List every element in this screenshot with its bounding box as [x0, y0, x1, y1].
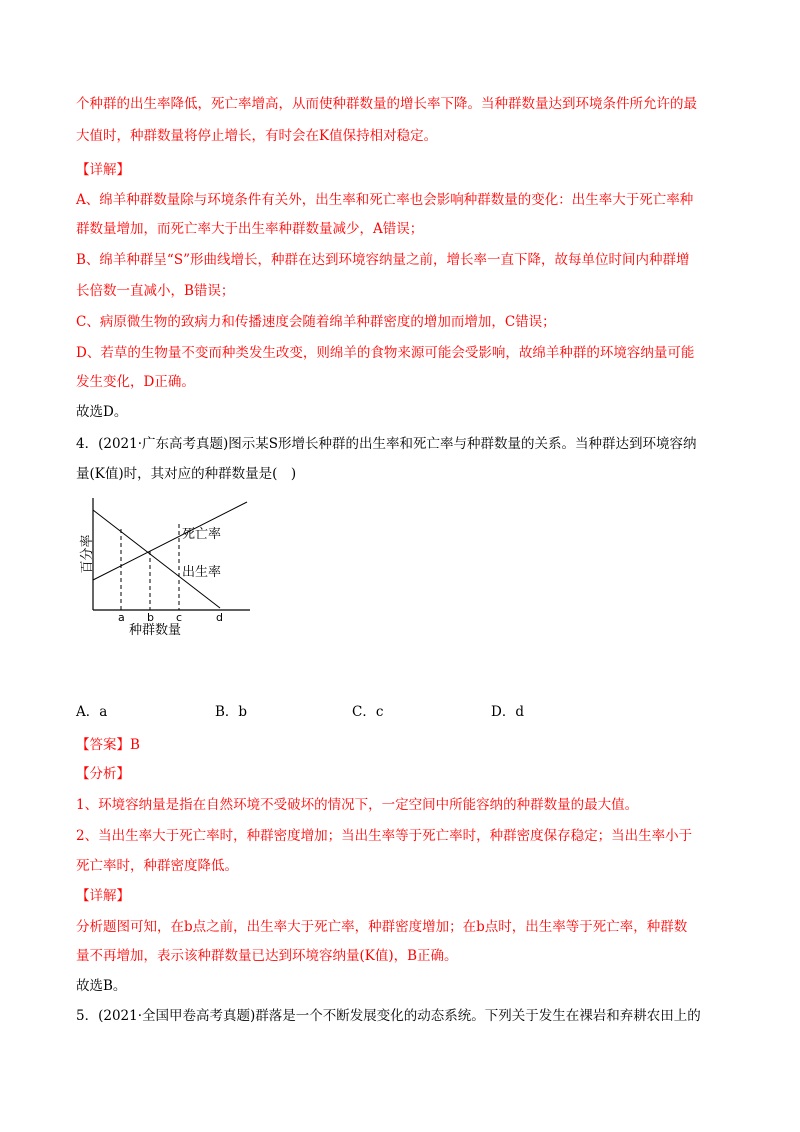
question-stem: 4．(2021·广东高考真题)图示某S形增长种群的出生率和死亡率与种群数量的关系。当种群达到环境容纳	[76, 436, 697, 452]
explanation-line: 分析题图可知，在b点之前，出生率大于死亡率，种群密度增加；在b点时，出生率等于死亡率，种群数	[76, 919, 688, 935]
option-a-explanation: A、绵羊种群数量除与环境条件有关外，出生率和死亡率也会影响种群数量的变化：出生率大于死亡率种	[76, 192, 694, 208]
tick-label-b: b	[147, 611, 154, 624]
option-d: D．d	[491, 704, 524, 720]
analysis-point-2: 2、当出生率大于死亡率时，种群密度增加；当出生率等于死亡率时，种群密度保存稳定；当出生率小于	[76, 828, 693, 844]
explanation-line: 量不再增加，表示该种群数量已达到环境容纳量(K值)，B正确。	[76, 948, 458, 964]
x-axis-label: 种群数量	[129, 623, 182, 638]
conclusion: 故选B。	[76, 978, 127, 994]
birth-death-rate-figure	[70, 488, 270, 648]
option-c: C．c	[352, 704, 384, 720]
text-line: 个种群的出生率降低，死亡率增高，从而使种群数量的增长率下降。当种群数量达到环境条件所允许的最	[76, 96, 697, 112]
tick-label-a: a	[118, 611, 125, 624]
section-heading: 【详解】	[76, 162, 130, 178]
death-rate-label: 死亡率	[182, 527, 222, 542]
question-stem: 5．(2021·全国甲卷高考真题)群落是一个不断发展变化的动态系统。下列关于发生在裸岩和弃耕农田上的	[76, 1008, 701, 1024]
answer-options	[76, 700, 726, 720]
option-a: A．a	[76, 704, 108, 720]
answer-line: 【答案】B	[76, 737, 140, 753]
tick-label-d: d	[216, 611, 223, 624]
text-line: 死亡率时，种群密度降低。	[76, 858, 238, 874]
section-heading: 【分析】	[76, 766, 130, 782]
analysis-point-1: 1、环境容纳量是指在自然环境不受破坏的情况下，一定空间中所能容纳的种群数量的最大值。	[76, 797, 639, 813]
text-line: 发生变化，D正确。	[76, 374, 195, 390]
option-c-explanation: C、病原微生物的致病力和传播速度会随着绵羊种群密度的增加而增加，C错误；	[76, 314, 556, 330]
section-heading: 【详解】	[76, 888, 130, 904]
text-line: 大值时，种群数量将停止增长，有时会在K值保持相对稳定。	[76, 128, 438, 144]
text-line: 群数量增加，而死亡率大于出生率种群数量减少，A错误；	[76, 221, 424, 237]
question-stem: 量(K值)时，其对应的种群数量是( )	[76, 466, 297, 482]
birth-rate-label: 出生率	[182, 565, 222, 580]
text-line: 长倍数一直减小，B错误；	[76, 283, 235, 299]
option-d-explanation: D、若草的生物量不变而种类发生改变，则绵羊的食物来源可能会受影响，故绵羊种群的环境容纳量可能	[76, 345, 695, 361]
conclusion: 故选D。	[76, 404, 128, 420]
option-b-explanation: B、绵羊种群呈“S”形曲线增长，种群在达到环境容纳量之前，增长率一直下降，故每单位时间内种群增	[76, 252, 690, 268]
tick-label-c: c	[176, 611, 183, 624]
death-rate-line	[93, 502, 247, 580]
option-b: B．b	[215, 704, 248, 720]
y-axis-label: 百分率	[80, 534, 95, 574]
birth-rate-line	[93, 510, 220, 608]
